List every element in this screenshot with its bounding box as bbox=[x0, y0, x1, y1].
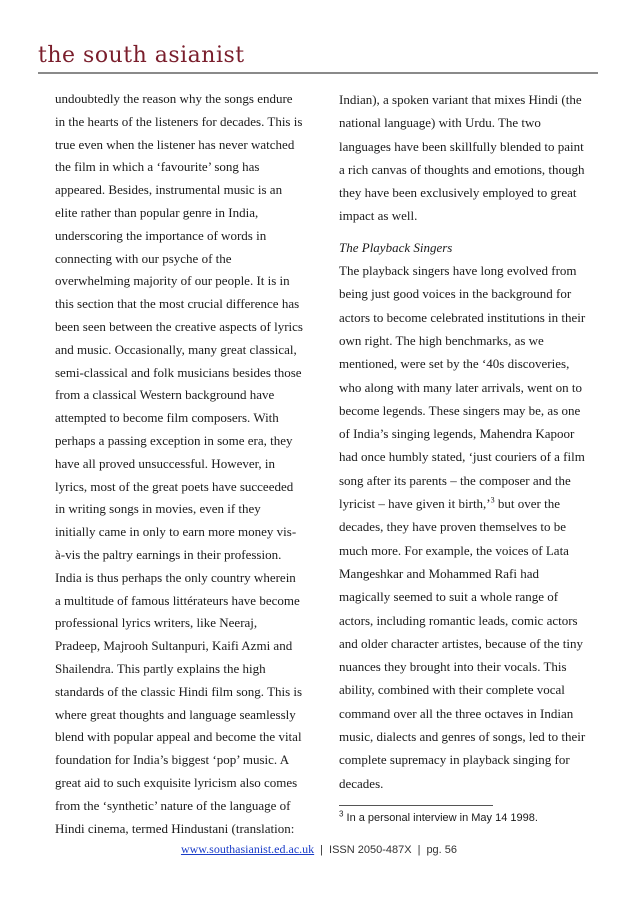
footnote-reference-line bbox=[339, 492, 597, 515]
text-line: true even when the listener has never watched bbox=[55, 136, 295, 152]
text-line: Hindi cinema, termed Hindustani (translation: bbox=[55, 820, 295, 836]
footnote bbox=[339, 809, 538, 824]
text-line: perhaps a passing exception in some era, they bbox=[55, 432, 293, 448]
text-line: Indian), a spoken variant that mixes Hindi (the bbox=[339, 92, 582, 107]
footnote-ref-text-after: but over the bbox=[494, 496, 560, 512]
page-footer bbox=[0, 842, 638, 857]
text-line: much more. For example, the voices of Lata bbox=[339, 542, 569, 558]
journal-website-link[interactable]: www.southasianist.ed.ac.uk bbox=[180, 842, 315, 856]
text-line: from a classical Western background have bbox=[55, 387, 275, 403]
text-line: attempted to become film composers. With bbox=[55, 410, 279, 426]
section-paragraph-part-a bbox=[339, 259, 597, 492]
text-line: actors, including romantic leads, comic actors bbox=[339, 612, 578, 628]
footnote-ref-text-before: lyricist – have given it birth,’ bbox=[339, 496, 491, 512]
text-line: à-vis the paltry earnings in their profession. bbox=[55, 546, 282, 562]
text-line: this section that the most crucial difference has bbox=[55, 296, 300, 312]
text-line: Pradeep, Majrooh Sultanpuri, Kaifi Azmi and bbox=[55, 638, 293, 654]
text-line: who along with many later arrivals, went on to bbox=[339, 379, 582, 395]
footer-separator-2: | bbox=[417, 844, 421, 856]
text-line: a rich canvas of thoughts and emotions, though bbox=[339, 161, 585, 177]
text-line: semi-classical and folk musicians besides those bbox=[55, 364, 302, 380]
text-line: of India’s singing legends, Mahendra Kapoor bbox=[339, 426, 575, 442]
footnote-text: In a personal interview in May 14 1998. bbox=[343, 812, 538, 824]
text-line: languages have been skillfully blended to paint bbox=[339, 138, 584, 154]
text-line: been seen between the creative aspects of lyrics bbox=[55, 318, 303, 334]
footer-separator: | bbox=[320, 844, 324, 856]
text-line: The playback singers have long evolved from bbox=[339, 263, 577, 279]
text-line: own right. The high benchmarks, as we bbox=[339, 332, 544, 348]
text-line: song after its parents – the composer and the bbox=[339, 472, 571, 488]
text-line: have all proved unsuccessful. However, in bbox=[55, 455, 276, 471]
text-line: undoubtedly the reason why the songs endure bbox=[55, 91, 293, 106]
text-line: in the hearts of the listeners for decades. This is bbox=[55, 113, 303, 129]
text-line: nuances they brought into their vocals. This bbox=[339, 659, 567, 675]
journal-logo: the south asianist bbox=[38, 43, 245, 68]
text-line: overwhelming majority of our people. It is in bbox=[55, 273, 290, 289]
text-line: appeared. Besides, instrumental music is an bbox=[55, 182, 283, 198]
right-text-column bbox=[339, 88, 597, 795]
text-line: they have been exclusively employed to great bbox=[339, 185, 577, 201]
text-line: Mangeshkar and Mohammed Rafi had bbox=[339, 565, 540, 581]
issn-label: ISSN 2050-487X bbox=[329, 844, 412, 856]
text-line: connecting with our psyche of the bbox=[55, 250, 232, 266]
text-line: magically seemed to suit a whole range of bbox=[339, 589, 559, 605]
text-line: blend with popular appeal and become the vital bbox=[55, 729, 302, 745]
text-line: underscoring the importance of words in bbox=[55, 227, 267, 243]
text-line: ability, combined with their complete vocal bbox=[339, 682, 565, 698]
page-number: pg. 56 bbox=[426, 844, 458, 856]
text-line: from the ‘synthetic’ nature of the language of bbox=[55, 797, 291, 813]
section-paragraph-part-b bbox=[339, 515, 597, 795]
text-line: India is thus perhaps the only country wherein bbox=[55, 569, 296, 585]
text-line: decades. bbox=[339, 775, 384, 791]
text-line: and music. Occasionally, many great classical, bbox=[55, 341, 297, 357]
text-line: become legends. These singers may be, as one bbox=[339, 402, 581, 418]
text-line: mentioned, were set by the ‘40s discoveries, bbox=[339, 356, 570, 372]
text-line: in writing songs in movies, even if they bbox=[55, 501, 261, 517]
text-line: elite rather than popular genre in India, bbox=[55, 204, 259, 220]
text-line: foundation for India’s biggest ‘pop’ music. A bbox=[55, 752, 290, 768]
text-line: initially came in only to earn more money vis- bbox=[55, 524, 297, 540]
text-line: decades, they have proven themselves to be bbox=[339, 519, 567, 535]
text-line: national language) with Urdu. The two bbox=[339, 115, 541, 131]
text-line: complete supremacy in playback singing for bbox=[339, 752, 570, 768]
text-line: Shailendra. This partly explains the high bbox=[55, 660, 266, 676]
footnote-divider bbox=[339, 805, 493, 806]
text-line: a multitude of famous littérateurs have become bbox=[55, 592, 300, 608]
text-line: standards of the classic Hindi film song. This is bbox=[55, 683, 303, 699]
text-line: and older character artistes, because of the tiny bbox=[339, 635, 583, 651]
right-intro-paragraph bbox=[339, 88, 597, 228]
text-line: actors to become celebrated institutions in their bbox=[339, 309, 586, 325]
header-divider bbox=[38, 72, 598, 74]
footnote-number: 3 bbox=[339, 809, 344, 819]
text-line: great aid to such exquisite lyricism also comes bbox=[55, 774, 298, 790]
text-line: professional lyrics writers, like Neeraj, bbox=[55, 615, 258, 631]
text-line: lyrics, most of the great poets have succeeded bbox=[55, 478, 294, 494]
text-line: where great thoughts and language seamlessly bbox=[55, 706, 296, 722]
footnote-ref-number[interactable]: 3 bbox=[490, 495, 495, 505]
left-text-column bbox=[55, 88, 317, 840]
section-heading: The Playback Singers bbox=[339, 239, 453, 255]
text-line: music, dialects and genres of songs, led to their bbox=[339, 729, 586, 745]
text-line: had once humbly stated, ‘just couriers of a film bbox=[339, 449, 585, 465]
text-line: impact as well. bbox=[339, 208, 418, 224]
text-line: the film in which a ‘favourite’ song has bbox=[55, 159, 260, 175]
text-line: command over all the three octaves in Indian bbox=[339, 705, 574, 721]
text-line: being just good voices in the background for bbox=[339, 286, 572, 302]
